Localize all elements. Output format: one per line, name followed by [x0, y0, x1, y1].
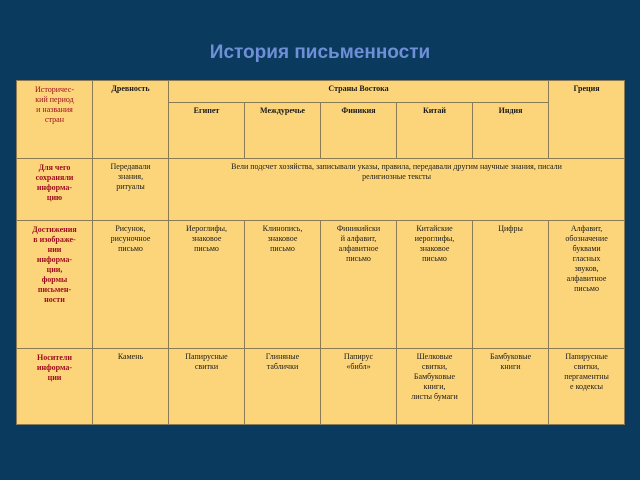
cell-line: Шелковые [416, 352, 453, 361]
cell-line: знаковое [191, 234, 222, 243]
cell-line: информа- [36, 183, 73, 192]
cell-line: Историчес- [35, 85, 74, 94]
header-greece: Греция [549, 81, 625, 159]
header-ancient: Древность [93, 81, 169, 159]
cell-line: кий период [35, 95, 74, 104]
cell-line: Глиняные [265, 352, 300, 361]
cell-line: й алфавит, [340, 234, 377, 243]
cell-purpose-east [169, 159, 625, 221]
cell-purpose-ancient [93, 159, 169, 221]
cell-line: гласных [572, 254, 601, 263]
slide-title: История письменности [209, 42, 431, 63]
cell-line: Носители [37, 353, 72, 362]
cell-line: Передавали [110, 162, 151, 171]
cell-line: Папирусные [565, 352, 608, 361]
cell-line: письмо [422, 254, 447, 263]
cell-line: таблички [266, 362, 299, 371]
cell-line: Иероглифы, [185, 224, 228, 233]
cell-line: Папирус [343, 352, 374, 361]
cell-line: цию [46, 193, 63, 202]
cell-line: алфавитное [338, 244, 379, 253]
cell-line: знаковое [267, 234, 298, 243]
cell-line: Рисунок, [115, 224, 146, 233]
cell-line: формы [41, 275, 68, 284]
cell-line: знаковое [419, 244, 450, 253]
cell-achievements-ancient [93, 221, 169, 349]
cell-line: Для чего [38, 163, 71, 172]
cell-line: письмо [118, 244, 143, 253]
history-table [16, 80, 625, 425]
cell-line: Камень [117, 352, 144, 361]
cell-line: и названия [36, 105, 73, 114]
cell-line: е кодексы [570, 382, 604, 391]
cell-carriers-greece [549, 349, 625, 425]
cell-achievements-china [397, 221, 473, 349]
cell-achievements-egypt [169, 221, 245, 349]
cell-carriers-mesopotamia [245, 349, 321, 425]
cell-achievements-phoenicia [321, 221, 397, 349]
cell-line: буквами [572, 244, 601, 253]
row-head-achievements [17, 221, 93, 349]
cell-line: письмо [574, 284, 599, 293]
cell-line: информа- [36, 255, 73, 264]
cell-line: ритуалы [116, 182, 145, 191]
cell-line: Китайские [416, 224, 453, 233]
cell-line: письмо [194, 244, 219, 253]
corner-cell [17, 81, 93, 159]
cell-line: ции, [46, 265, 63, 274]
cell-line: книги [500, 362, 521, 371]
header-phoenicia: Финикия [321, 103, 397, 159]
cell-carriers-india [473, 349, 549, 425]
cell-line: Цифры [498, 224, 523, 233]
cell-line: информа- [36, 363, 73, 372]
cell-line: алфавитное [566, 274, 607, 283]
cell-line: иероглифы, [414, 234, 455, 243]
cell-line: свитки, [421, 362, 448, 371]
cell-line: письмо [346, 254, 371, 263]
cell-line: Вели подсчет хозяйства, записывали указы, правила, передавали другим научные знания, писали [231, 162, 562, 171]
cell-line: письмо [270, 244, 295, 253]
cell-line: ности [44, 295, 65, 304]
cell-carriers-phoenicia [321, 349, 397, 425]
cell-achievements-india [473, 221, 549, 349]
cell-line: Достижения [32, 225, 77, 234]
cell-line: книги, [423, 382, 446, 391]
cell-line: нии [47, 245, 62, 254]
cell-line: Финикийски [336, 224, 381, 233]
cell-achievements-mesopotamia [245, 221, 321, 349]
cell-carriers-china [397, 349, 473, 425]
cell-line: Папирусные [185, 352, 228, 361]
cell-line: Алфавит, [570, 224, 603, 233]
cell-line: свитки [194, 362, 219, 371]
cell-line: звуков, [574, 264, 599, 273]
cell-line: Клинопись, [262, 224, 303, 233]
header-india: Индия [473, 103, 549, 159]
cell-carriers-ancient [93, 349, 169, 425]
cell-line: обозначение [565, 234, 608, 243]
cell-line: Бамбуковые [489, 352, 532, 361]
header-egypt: Египет [169, 103, 245, 159]
cell-line: стран [45, 115, 64, 124]
cell-line: Бамбуковые [413, 372, 456, 381]
cell-line: листы бумаги [411, 392, 458, 401]
cell-carriers-egypt [169, 349, 245, 425]
cell-line: «библ» [346, 362, 371, 371]
cell-achievements-greece [549, 221, 625, 349]
cell-line: рисуночное [110, 234, 151, 243]
cell-line: пергаментны [564, 372, 609, 381]
cell-line: письмен- [37, 285, 72, 294]
cell-line: религиозные тексты [362, 172, 431, 181]
cell-line: свитки, [573, 362, 600, 371]
cell-line: ции [47, 373, 62, 382]
cell-line: сохраняли [35, 173, 74, 182]
cell-line: в изображе- [33, 235, 76, 244]
cell-line: знания, [117, 172, 144, 181]
row-head-purpose [17, 159, 93, 221]
header-mesopotamia: Междуречье [245, 103, 321, 159]
header-east: Страны Востока [169, 81, 549, 103]
row-head-carriers [17, 349, 93, 425]
header-china: Китай [397, 103, 473, 159]
